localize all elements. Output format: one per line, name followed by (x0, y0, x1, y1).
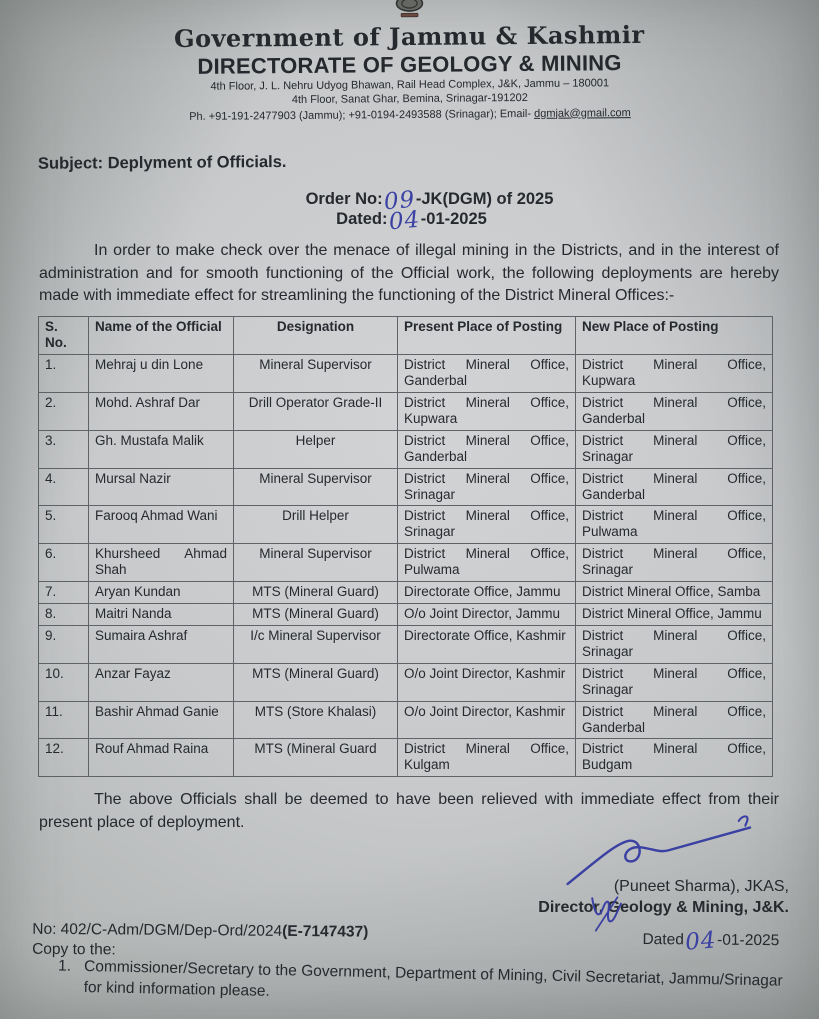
table-row (39, 701, 773, 739)
order-date-line (2, 207, 819, 236)
table-row (39, 604, 773, 626)
cell-present: District Mineral Office, Kupwara (398, 392, 576, 430)
table-row (39, 430, 773, 468)
cell-designation: I/c Mineral Supervisor (234, 625, 398, 663)
cell-name: Sumaira Ashraf (89, 625, 234, 663)
cell-name: Rouf Ahmad Raina (89, 739, 234, 777)
cell-name: Anzar Fayaz (89, 663, 234, 701)
copy-list-item (57, 957, 791, 1014)
cell-name: Mehraj u din Lone (89, 355, 234, 393)
table-row (39, 663, 773, 701)
cell-present: O/o Joint Director, Kashmir (398, 663, 576, 701)
phone-email-text: Ph. +91-191-2477903 (Jammu); +91-0194-2493588 (Srinagar); Email- (189, 107, 535, 123)
table-header-row (39, 317, 773, 355)
cell-sno: 5. (39, 506, 89, 544)
order-date-suffix: -01-2025 (420, 210, 487, 229)
cell-designation: MTS (Store Khalasi) (234, 701, 398, 739)
directorate-title: DIRECTORATE OF GEOLOGY & MINING (197, 50, 622, 79)
cell-present: District Mineral Office, Ganderbal (398, 355, 576, 393)
cell-name: Maitri Nanda (89, 604, 234, 626)
cell-sno: 11. (39, 701, 89, 739)
cell-present: District Mineral Office, Srinagar (398, 468, 576, 506)
copy-item-text: Commissioner/Secretary to the Government, Department of Mining, Civil Secretariat, Jammu/Srinagar for kind information please. (83, 958, 783, 1001)
copy-item-number: 1. (57, 957, 72, 976)
cell-sno: 9. (39, 625, 89, 663)
cell-sno: 6. (39, 544, 89, 582)
cell-name: Mursal Nazir (89, 468, 234, 506)
email-address: dgmjak@gmail.com (533, 106, 631, 120)
footer-block (32, 921, 792, 1009)
table-row (39, 625, 773, 663)
table-row (39, 544, 773, 582)
order-number-handwritten: 09 (382, 186, 416, 216)
government-emblem (386, 0, 432, 21)
order-number-line (20, 186, 819, 216)
cell-designation: Mineral Supervisor (234, 355, 398, 393)
closing-paragraph: The above Officials shall be deemed to have been relieved with immediate effect from their present place of deployment. (39, 791, 779, 832)
cell-new: District Mineral Office, Jammu (576, 604, 773, 626)
header-name: Name of the Official (89, 317, 234, 355)
table-row (39, 355, 773, 393)
signatory-name: (Puneet Sharma), JKAS, (613, 877, 789, 895)
cell-designation: MTS (Mineral Guard) (234, 604, 398, 626)
table-row (39, 392, 773, 430)
letterhead (0, 0, 819, 125)
signatory-block (0, 877, 789, 919)
order-date-handwritten: 04 (387, 207, 421, 236)
cell-sno: 4. (39, 468, 89, 506)
cell-sno: 10. (39, 663, 89, 701)
cell-sno: 3. (39, 430, 89, 468)
table-row (39, 739, 773, 777)
cell-designation: MTS (Mineral Guard) (234, 582, 398, 604)
cell-new: District Mineral Office, Srinagar (576, 663, 773, 701)
header-present-posting: Present Place of Posting (398, 317, 576, 355)
header-sno: S. No. (39, 317, 89, 355)
table-row (39, 582, 773, 604)
cell-designation: MTS (Mineral Guard) (234, 663, 398, 701)
cell-present: District Mineral Office, Srinagar (398, 506, 576, 544)
cell-designation: Mineral Supervisor (234, 468, 398, 506)
cell-name: Khursheed Ahmad Shah (89, 544, 234, 582)
cell-new: District Mineral Office, Srinagar (576, 625, 773, 663)
order-date-label: Dated: (336, 210, 388, 229)
order-number-suffix: -JK(DGM) of 2025 (415, 189, 554, 208)
cell-sno: 2. (39, 392, 89, 430)
cell-present: District Mineral Office, Kulgam (398, 739, 576, 777)
reference-number (32, 921, 368, 942)
cell-new: District Mineral Office, Ganderbal (576, 468, 773, 506)
cell-present: Directorate Office, Kashmir (398, 625, 576, 663)
address-line-2: 4th Floor, Sanat Ghar, Bemina, Srinagar-191202 (291, 91, 528, 106)
cell-designation: Helper (234, 430, 398, 468)
cell-new: District Mineral Office, Ganderbal (576, 701, 773, 739)
reference-efile: (E-7147437) (282, 923, 369, 941)
cell-present: O/o Joint Director, Jammu (398, 604, 576, 626)
footer-date-suffix: -01-2025 (717, 932, 780, 950)
cell-sno: 1. (39, 355, 89, 393)
deployment-table (38, 316, 773, 777)
cell-name: Aryan Kundan (89, 582, 234, 604)
cell-designation: Mineral Supervisor (234, 544, 398, 582)
order-block (0, 186, 819, 236)
cell-name: Farooq Ahmad Wani (89, 506, 234, 544)
cell-designation: Drill Operator Grade-II (234, 392, 398, 430)
table-row (39, 468, 773, 506)
address-line-1: 4th Floor, J. L. Nehru Udyog Bhawan, Rail Head Complex, J&K, Jammu – 180001 (210, 77, 610, 93)
footer-date-label: Dated (642, 931, 684, 949)
cell-name: Gh. Mustafa Malik (89, 430, 234, 468)
cell-present: Directorate Office, Jammu (398, 582, 576, 604)
signatory-title: Director, Geology & Mining, J&K. (538, 898, 789, 916)
cell-new: District Mineral Office, Pulwama (576, 506, 773, 544)
cell-designation: MTS (Mineral Guard (234, 739, 398, 777)
footer-date-handwritten: 04 (683, 927, 718, 957)
cell-new: District Mineral Office, Budgam (576, 739, 773, 777)
cell-new: District Mineral Office, Ganderbal (576, 392, 773, 430)
order-number-label: Order No: (305, 189, 383, 208)
cell-present: O/o Joint Director, Kashmir (398, 701, 576, 739)
cell-sno: 12. (39, 739, 89, 777)
table-row (39, 506, 773, 544)
header-new-posting: New Place of Posting (576, 317, 773, 355)
cell-present: District Mineral Office, Ganderbal (398, 430, 576, 468)
cell-sno: 8. (39, 604, 89, 626)
copy-to-label: Copy to the: (32, 941, 116, 959)
footer-date (642, 927, 780, 957)
intro-paragraph: In order to make check over the menace of illegal mining in the Districts, and in the interest of administration and for smooth functioning of the Official work, the following deployments are hereby made with immediate effect for streamlining the functioning of the District Mineral Offices:- (39, 242, 779, 305)
cell-present: District Mineral Office, Pulwama (398, 544, 576, 582)
header-designation: Designation (234, 317, 398, 355)
cell-sno: 7. (39, 582, 89, 604)
cell-designation: Drill Helper (234, 506, 398, 544)
government-title: Government of Jammu & Kashmir (173, 19, 645, 54)
reference-prefix: No: 402/C-Adm/DGM/Dep-Ord/2024 (32, 921, 283, 941)
cell-name: Mohd. Ashraf Dar (89, 392, 234, 430)
subject-line: Subject: Deplyment of Officials. (37, 152, 287, 173)
cell-new: District Mineral Office, Srinagar (576, 544, 773, 582)
cell-new: District Mineral Office, Samba (576, 582, 773, 604)
cell-name: Bashir Ahmad Ganie (89, 701, 234, 739)
cell-new: District Mineral Office, Srinagar (576, 430, 773, 468)
cell-new: District Mineral Office, Kupwara (576, 355, 773, 393)
